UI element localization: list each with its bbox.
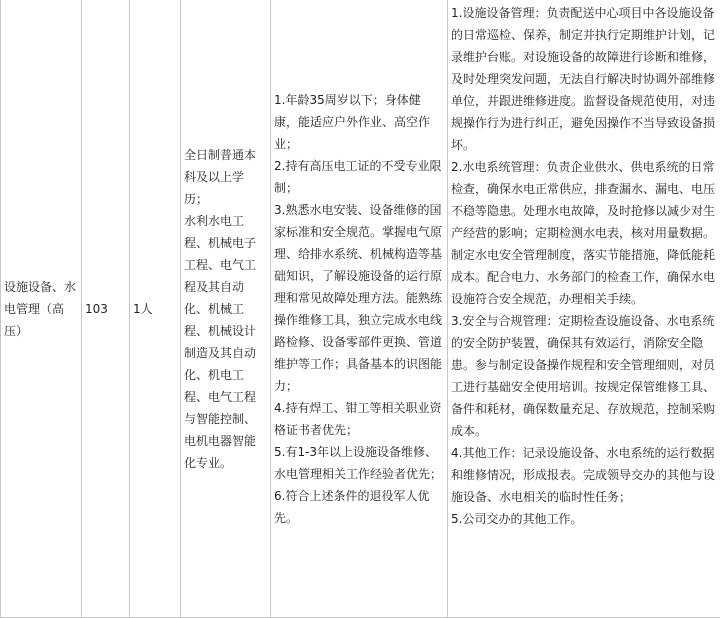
requirement-item: 6.符合上述条件的退役军人优先。 bbox=[274, 488, 430, 525]
duty-item: 2.水电系统管理：负责企业供水、供电系统的日常检查，确保水电正常供应，排查漏水、漏电、电压不稳等隐患。处理水电故障，及时抢修以减少对生产经营的影响；定期检测水电表，核对用量数据。制定水电安全管理制度，落实节能措施，降低能耗成本。配合电力、水务部门的检查工作，确保水电设施符合安全规范，办理相关手续。 bbox=[451, 160, 716, 306]
position-code: 103 bbox=[85, 301, 108, 316]
education-cell bbox=[181, 0, 271, 618]
duty-item: 1.设施设备管理：负责配送中心项目中各设施设备的日常巡检、保养，制定并执行定期维护计划，记录维护台账。对设施设备的故障进行诊断和维修，及时处理突发问题，无法自行解决时协调外部维修单位，并跟进维修进度。监督设备规范使用，对违规操作行为进行纠正，避免因操作不当导致设备损坏。 bbox=[451, 6, 716, 152]
count-cell bbox=[130, 0, 181, 618]
requirement-item: 2.持有高压电工证的不受专业限制； bbox=[274, 158, 442, 195]
duty-item: 4.其他工作：记录设施设备、水电系统的运行数据和维修情况，形成报表。完成领导交办的其他与设施设备、水电相关的临时性任务； bbox=[451, 446, 716, 504]
table-row bbox=[1, 0, 720, 618]
requirement-item: 5.有1-3年以上设施设备维修、水电管理相关工作经验者优先； bbox=[274, 444, 443, 481]
code-cell bbox=[82, 0, 130, 618]
requirement-item: 4.持有焊工、钳工等相关职业资格证书者优先； bbox=[274, 400, 442, 437]
duty-item: 5.公司交办的其他工作。 bbox=[451, 512, 583, 526]
position-name: 设施设备、水电管理（高压） bbox=[4, 279, 77, 338]
requirement-item: 1.年龄35周岁以下；身体健康，能适应户外作业、高空作业； bbox=[274, 92, 431, 151]
duty-item: 3.安全与合规管理：定期检查设施设备、水电系统的安全防护装置，确保其有效运行，消除安全隐患。参与制定设备操作规程和安全管理细则，对员工进行基础安全使用培训。按规定保管维修工具、备件和耗材，确保数量充足、存放规范，控制采购成本。 bbox=[451, 314, 716, 438]
requirement-item: 3.熟悉水电安装、设备维修的国家标准和安全规范。掌握电气原理、给排水系统、机械构造等基础知识，了解设施设备的运行原理和常见故障处理方法。能熟练操作维修工具，独立完成水电线路检修、设备零部件更换、管道维护等工作；具备基本的识图能力； bbox=[274, 202, 443, 393]
position-cell bbox=[1, 0, 82, 618]
hiring-count: 1人 bbox=[133, 301, 153, 316]
duties-cell bbox=[448, 0, 720, 618]
requirements-cell bbox=[271, 0, 448, 618]
education-majors: 水利水电工程、机械电子工程、电气工程及其自动化、机械工程、机械设计制造及其自动化、机电工程、电气工程与智能控制、电机电器智能化专业。 bbox=[184, 213, 257, 470]
education-degree: 全日制普通本科及以上学历； bbox=[184, 147, 257, 206]
